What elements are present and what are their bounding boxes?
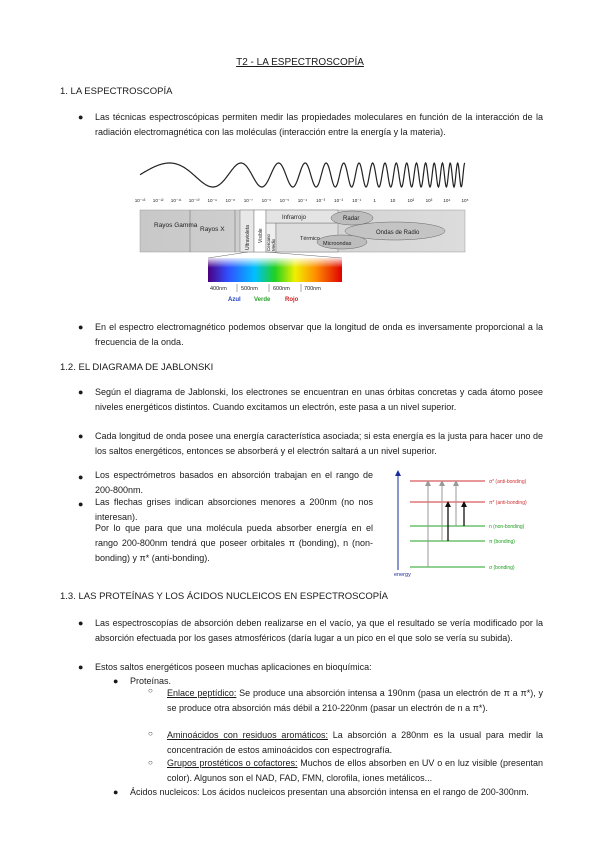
label-cercano: Cercano [266,233,271,251]
label-n: n (non-bonding) [489,524,525,530]
page-title: T2 - LA ESPECTROSCOPÍA [236,57,364,68]
bullet-dot: ● [78,322,84,332]
label-termico: Térmico [300,236,320,242]
bullet-dot: ● [78,112,84,122]
label-microondas: Microondas [323,241,352,247]
wavelength-tick-label: 10⁻¹ [352,198,362,203]
wavelength-tick-label: 10⁻⁸ [225,198,236,203]
wavelength-tick-label: 1 [373,198,376,203]
bullet-dot: ● [113,676,119,686]
wavelength-tick-label: 10⁻¹⁰ [188,198,200,203]
bullet-dot: ● [78,472,84,482]
label-energy: energy [394,572,411,578]
bullet-dot: ● [78,387,84,397]
item-acidos-nucleicos: Ácidos nucleicos: Los ácidos nucleicos presentan una absorción intensa en el rango de 200-300nm. [130,787,529,797]
label-700nm: 700nm [304,286,321,292]
wave-line [140,163,465,187]
wavelength-tick-label: 10⁻¹³ [134,198,146,203]
bullet-circle: ○ [148,686,153,695]
label-sigma: σ (bonding) [489,565,515,571]
paragraph-s1-b1: Las técnicas espectroscópicas permiten medir las propiedades moleculares en función de la interacción de la radiación electromagnética con las moléculas (interacción entre la energía y la materia). [95,112,543,137]
paragraph-s13-b1: Las espectroscopías de absorción deben realizarse en el vacío, ya que el resultado se vería modificado por la absorción efectuada por los gases atmosféricos (daría lugar a un pico en el que solo se vería su subida). [95,618,543,643]
text-aminoacidos: La absorción a 280nm es la usual para medir la concentración de estos aminoácidos con espectrografía. [167,730,543,755]
label-infrarrojo: Infrarrojo [282,215,307,221]
term-aminoacidos: Aminoácidos con residuos aromáticos: [167,730,328,740]
paragraph-s1-b2: En el espectro electromagnético podemos observar que la longitud de onda es inversamente proporcional a la frecuencia de la onda. [95,322,543,347]
item-proteinas: Proteínas. [130,676,172,686]
paragraph-s12-b4-cont: Por lo que para que una molécula pueda absorber energía en el rango 200-800nm tendrá que poseer orbitales π (bonding), n (non-bonding) y π* (anti-bonding). [95,523,373,563]
bullet-circle: ○ [148,729,153,738]
text-grupos-prosteticos: Muchos de ellos absorben en UV o en luz visible (presentan color). Algunos son el NAD, FAD, FMN, clorofila, iones metálicos... [167,758,543,783]
wavelength-tick-label: 10⁻⁵ [279,198,290,203]
wavelength-tick-label: 10⁻² [334,198,344,203]
label-500nm: 500nm [241,286,258,292]
label-400nm: 400nm [210,286,227,292]
label-visible: Visible [258,228,264,243]
term-grupos-prosteticos: Grupos prostéticos o cofactores: [167,758,298,768]
label-600nm: 600nm [273,286,290,292]
section-heading-1-3: 1.3. LAS PROTEÍNAS Y LOS ÁCIDOS NUCLEICOS EN ESPECTROSCOPÍA [60,591,389,602]
section-heading-1: 1. LA ESPECTROSCOPÍA [60,86,173,97]
bullet-dot: ● [113,787,119,797]
paragraph-s13-b2: Estos saltos energéticos poseen muchas aplicaciones en bioquímica: [95,662,372,672]
jablonski-diagram [390,468,550,578]
label-pi: π (bonding) [489,539,515,545]
label-rayos-x: Rayos X [200,226,225,233]
wavelength-tick-label: 10⁻⁹ [207,198,217,203]
paragraph-s12-b3: Los espectrómetros basados en absorción trabajan en el rango de 200-800nm. [95,470,373,495]
wavelength-tick-label: 10² [407,198,415,203]
label-ultravioleta: Ultravioleta [245,224,251,250]
wavelength-tick-label: 10⁴ [443,198,451,203]
section-heading-1-2: 1.2. EL DIAGRAMA DE JABLONSKI [60,362,214,373]
text-enlace-peptidico: Se produce una absorción intensa a 190nm (pasa un electrón de π a π*), y se produce otra absorción más débil a 210-220nm (pasar un electrón de n a π*). [167,688,544,713]
paragraph-s12-b4: Las flechas grises indican absorciones menores a 200nm (no nos interesan). [95,497,373,522]
wavelength-tick-label: 10³ [425,198,433,203]
item-enlace-peptidico [167,686,543,716]
label-azul: Azul [228,297,241,303]
bullet-dot: ● [78,499,84,509]
item-aminoacidos [167,728,543,758]
label-verde: Verde [254,297,271,303]
wavelength-tick-label: 10⁻⁴ [297,198,308,203]
bullet-dot: ● [78,431,84,441]
electromagnetic-spectrum-figure [130,155,475,305]
bullet-circle: ○ [148,758,153,767]
label-ondas-radio: Ondas de Radio [376,230,420,236]
wavelength-tick-label: 10 [390,198,396,203]
item-grupos-prosteticos [167,756,543,786]
bullet-dot: ● [78,618,84,628]
wavelength-tick-label: 10⁻³ [316,198,326,203]
term-enlace-peptidico: Enlace peptídico: [167,688,237,698]
label-pi-star: π* (anti-bonding) [489,500,527,506]
label-rayos-gamma: Rayos Gamma [154,222,198,229]
wavelength-tick-label: 10⁻¹¹ [170,198,182,203]
bullet-dot: ● [78,662,84,672]
wavelength-tick-label: 10⁻⁶ [261,198,272,203]
wavelength-tick-label: 10⁵ [461,198,469,203]
paragraph-s12-b2: Cada longitud de onda posee una energía característica asociada; si esta energía es la justa para hacer uno de los saltos energéticos, entonces se absorberá y el electrón saltará a un nivel superior. [95,431,543,456]
wavelength-tick-label: 10⁻⁷ [243,198,253,203]
label-radar: Radar [343,216,360,222]
label-medio: Medio [271,238,276,251]
paragraph-s12-b1: Según el diagrama de Jablonski, los electrones se encuentran en unas órbitas concretas y cada átomo posee niveles energéticos distintos. Cuando excitamos un electrón, este pasa a un nivel superior. [95,387,543,412]
label-rojo: Rojo [285,297,299,303]
wavelength-tick-label: 10⁻¹² [152,198,164,203]
label-sigma-star: σ* (anti-bonding) [489,479,527,485]
